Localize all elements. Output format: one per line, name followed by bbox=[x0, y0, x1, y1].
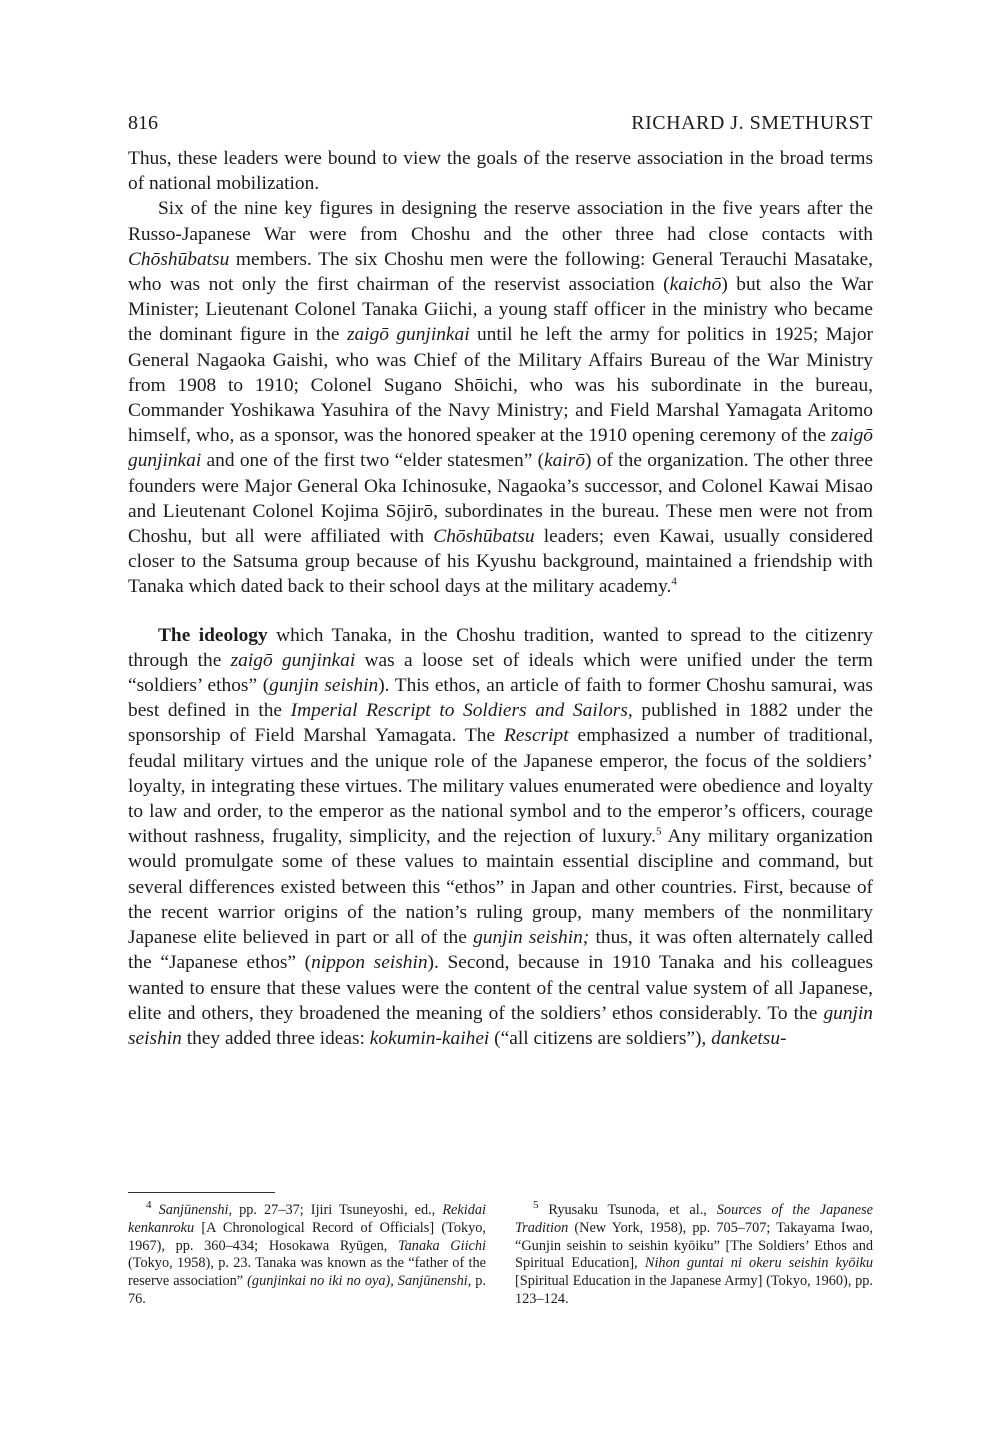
text-run: ) but also the War Minister; Lieutenant Colonel Tanaka Giichi, a young staff officer in the ministry who became the dominant figure in the bbox=[128, 274, 873, 346]
page bbox=[128, 112, 873, 1051]
text-run: ). Second, because in 1910 Tanaka and his colleagues wanted to ensure that these values were the content of the central value system of all Japanese, elite and others, they broadened the meaning of the soldiers’ ethos considerably. To the bbox=[128, 952, 874, 1024]
footnote-marker: 5 bbox=[655, 825, 662, 838]
paragraph bbox=[128, 623, 873, 1051]
italic-text: Chōshūbatsu bbox=[433, 526, 535, 548]
text-run: members. The six Choshu men were the following: General Terauchi Masatake, who was not only the first chairman of the reservist association ( bbox=[128, 248, 873, 296]
italic-text: gunjin seishin bbox=[269, 675, 379, 697]
text-run: ). This ethos, an article of faith to former Choshu samurai, was best defined in the bbox=[128, 675, 873, 722]
italic-text: Tanaka Giichi bbox=[398, 1237, 487, 1254]
italic-text: Chōshūbatsu bbox=[128, 248, 230, 270]
italic-text: (gunjinkai no iki no oya), Sanjūnenshi, bbox=[247, 1273, 472, 1290]
page-header bbox=[128, 112, 873, 146]
italic-text: danketsu- bbox=[711, 1027, 787, 1049]
text-run: ) of the organization. The other three founders were Major General Oka Ichinosuke, Nagaoka’s successor, and Colonel Kawai Misao and Lieutenant Colonel Kojima Sōjirō, subordinates in the bureau. These men were not from Choshu, but all were affiliated with bbox=[128, 450, 873, 548]
footnote-marker: 5 bbox=[533, 1199, 539, 1212]
footnote-text bbox=[515, 1199, 873, 1309]
text-run: was a loose set of ideals which were unified under the term “soldiers’ ethos” ( bbox=[128, 649, 873, 697]
body-text bbox=[128, 146, 873, 1051]
text-run: Any military organization would promulgate some of these values to maintain essential discipline and command, but several differences existed between this “ethos” in Japan and other countries. First, because of the recent warrior origins of the nation’s ruling group, many members of the nonmilitary Japanese elite believed in part or all of the bbox=[128, 826, 873, 949]
text-run: which Tanaka, in the Choshu tradition, wanted to spread to the citizenry through the bbox=[128, 624, 874, 671]
footnote-text bbox=[128, 1199, 487, 1309]
footnote bbox=[515, 1199, 873, 1309]
text-run: leaders; even Kawai, usually considered closer to the Satsuma group because of his Kyushu background, maintained a friendship with Tanaka which dated back to their school days at the military academy. bbox=[128, 526, 873, 598]
text-run: thus, it was often alternately called the “Japanese ethos” ( bbox=[128, 927, 873, 974]
italic-text: kokumin-kaihei bbox=[369, 1027, 490, 1049]
italic-text: nippon seishin bbox=[311, 952, 428, 974]
footnote-marker: 4 bbox=[671, 575, 677, 588]
italic-text: Sanjūnenshi, bbox=[151, 1202, 233, 1218]
text-run: [A Chronological Record of Officials] (Tokyo, 1967), pp. 360–434; Hosokawa Ryūgen, bbox=[128, 1219, 486, 1254]
italic-text: Rekidai kenkanroku bbox=[128, 1202, 486, 1236]
text-run: Ryusaku Tsunoda, et al., bbox=[538, 1202, 717, 1218]
text-run: (“all citizens are soldiers”), bbox=[489, 1027, 712, 1049]
text-run: they added three ideas: bbox=[181, 1027, 370, 1049]
italic-text: kairō bbox=[544, 450, 586, 472]
text-run: (New York, 1958), pp. 705–707; Takayama Iwao, “Gunjin seishin to seishin kyōiku” [The Soldiers’ Ethos and Spiritual Education], bbox=[515, 1219, 873, 1272]
italic-text: zaigō gunjinkai bbox=[128, 425, 873, 472]
text-run: Six of the nine key figures in designing the reserve association in the five years after the Russo-Japanese War were from Choshu and the other three had close contacts with bbox=[128, 198, 873, 245]
footnote-marker: 4 bbox=[146, 1199, 152, 1212]
text-run: pp. 27–37; Ijiri Tsuneyoshi, ed., bbox=[232, 1202, 443, 1218]
paragraph bbox=[128, 196, 873, 599]
footnote bbox=[128, 1199, 487, 1309]
page-number: 816 bbox=[128, 112, 158, 134]
italic-text: Imperial Rescript to Soldiers and Sailors, bbox=[290, 700, 633, 722]
paragraph bbox=[128, 146, 873, 196]
text-run: and one of the first two “elder statesmen” ( bbox=[201, 450, 545, 472]
italic-text: gunjin seishin bbox=[128, 1002, 873, 1049]
text-run: p. 76. bbox=[128, 1273, 487, 1307]
italic-text: kaichō bbox=[669, 274, 722, 296]
italic-text: gunjin seishin; bbox=[473, 927, 590, 949]
text-run: Thus, these leaders were bound to view the goals of the reserve association in the broad terms of national mobilization. bbox=[128, 148, 873, 195]
italic-text: zaigō gunjinkai bbox=[230, 649, 356, 671]
running-head: RICHARD J. SMETHURST bbox=[631, 112, 873, 134]
italic-text: zaigō gunjinkai bbox=[346, 324, 470, 346]
text-run: (Tokyo, 1958), p. 23. Tanaka was known as the “father of the reserve association” bbox=[128, 1255, 486, 1290]
text-run: emphasized a number of traditional, feudal military virtues and the unique role of the Japanese emperor, the focus of the soldiers’ loyalty, in integrating these virtues. The military values enumerated were obedience and loyalty to law and order, to the emperor as the national symbol and to the emperor’s officers, courage without rashness, frugality, simplicity, and the rejection of luxury. bbox=[128, 725, 873, 848]
footnote-rule bbox=[128, 1192, 275, 1193]
text-run: [Spiritual Education in the Japanese Army] (Tokyo, 1960), pp. 123–124. bbox=[515, 1273, 873, 1307]
italic-text: Nihon guntai ni okeru seishin kyōiku bbox=[644, 1255, 873, 1272]
text-run: until he left the army for politics in 1925; Major General Nagaoka Gaishi, who was Chief of the Military Affairs Bureau of the War Ministry from 1908 to 1910; Colonel Sugano Shōichi, who was his subordinate in the bureau, Commander Yoshikawa Yasuhira of the Navy Ministry; and Field Marshal Yamagata Aritomo himself, who, as a sponsor, was the honored speaker at the 1910 opening ceremony of the bbox=[128, 324, 873, 447]
text-run: published in 1882 under the sponsorship of Field Marshal Yamagata. The bbox=[128, 700, 873, 747]
italic-text: Rescript bbox=[503, 725, 569, 747]
italic-text: Sources of the Japanese Tradition bbox=[515, 1202, 873, 1236]
bold-text: The ideology bbox=[158, 624, 268, 646]
